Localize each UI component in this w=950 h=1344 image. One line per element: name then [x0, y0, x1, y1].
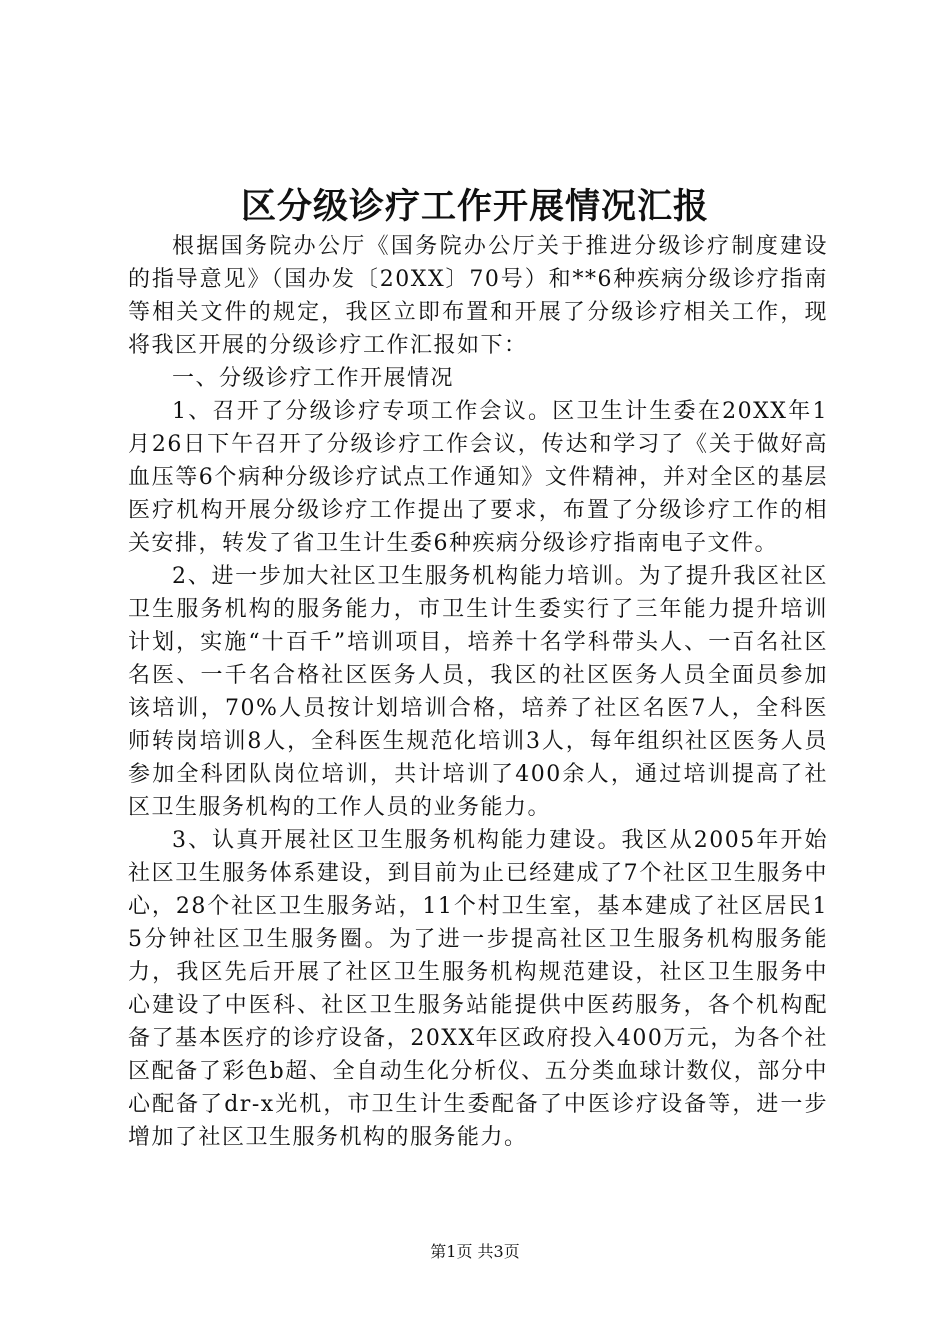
page-number-footer: 第1页 共3页: [430, 1242, 520, 1261]
item-paragraph-2: 2、进一步加大社区卫生服务机构能力培训。为了提升我区社区卫生服务机构的服务能力，市卫生计生委实行了三年能力提升培训计划，实施“十百千”培训项目，培养十名学科带头人、一百名社区名医、一千名合格社区医务人员，我区的社区医务人员全面员参加该培训，70%人员按计划培训合格，培养了社区名医7人，全科医师转岗培训8人，全科医生规范化培训3人，每年组织社区医务人员参加全科团队岗位培训，共计培训了400余人，通过培训提高了社区卫生服务机构的工作人员的业务能力。: [128, 564, 828, 820]
item-paragraph-3: 3、认真开展社区卫生服务机构能力建设。我区从2005年开始社区卫生服务体系建设，到目前为止已经建成了7个社区卫生服务中心，28个社区卫生服务站，11个村卫生室，基本建成了社区居民15分钟社区卫生服务圈。为了进一步提高社区卫生服务机构服务能力，我区先后开展了社区卫生服务机构规范建设，社区卫生服务中心建设了中医科、社区卫生服务站能提供中医药服务，各个机构配备了基本医疗的诊疗设备，20XX年区政府投入400万元，为各个社区配备了彩色b超、全自动生化分析仪、五分类血球计数仪，部分中心配备了dr-x光机，市卫生计生委配备了中医诊疗设备等，进一步增加了社区卫生服务机构的服务能力。: [128, 828, 828, 1150]
intro-paragraph: 根据国务院办公厅《国务院办公厅关于推进分级诊疗制度建设的指导意见》（国办发〔20XX〕70号）和**6种疾病分级诊疗指南等相关文件的规定，我区立即布置和开展了分级诊疗相关工作，现将我区开展的分级诊疗工作汇报如下：: [128, 234, 828, 358]
document-title: 区分级诊疗工作开展情况汇报: [240, 186, 709, 227]
item-paragraph-1: 1、召开了分级诊疗专项工作会议。区卫生计生委在20XX年1月26日下午召开了分级诊疗工作会议，传达和学习了《关于做好高血压等6个病种分级诊疗试点工作通知》文件精神，并对全区的基层医疗机构开展分级诊疗工作提出了要求，布置了分级诊疗工作的相关安排，转发了省卫生计生委6种疾病分级诊疗指南电子文件。: [128, 399, 828, 556]
document-body: [128, 230, 828, 1154]
section-heading: 一、分级诊疗工作开展情况: [172, 366, 455, 391]
